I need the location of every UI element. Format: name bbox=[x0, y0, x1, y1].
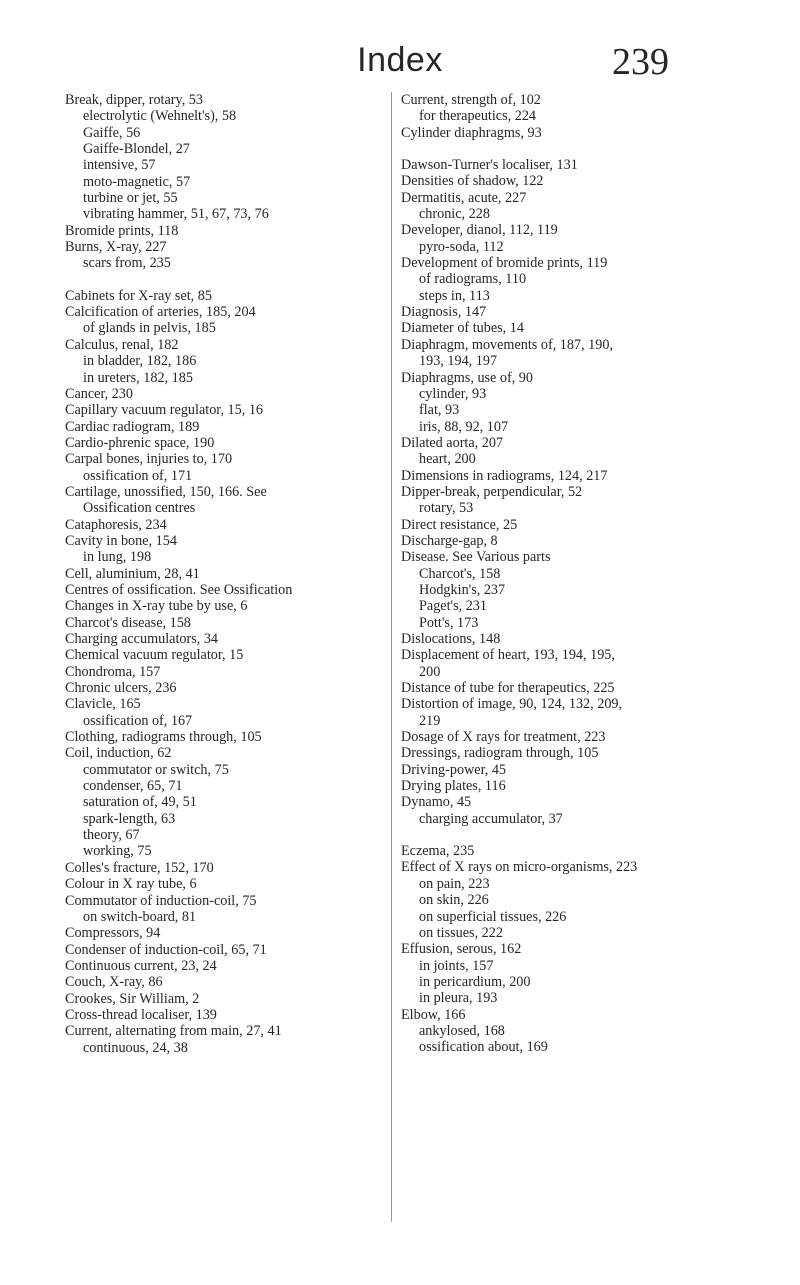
index-subentry: condenser, 65, 71 bbox=[83, 778, 183, 795]
index-entry: Current, alternating from main, 27, 41 bbox=[65, 1023, 282, 1040]
index-entry: Discharge-gap, 8 bbox=[401, 532, 498, 549]
index-entry: Chronic ulcers, 236 bbox=[65, 680, 177, 697]
index-entry: Cylinder diaphragms, 93 bbox=[401, 124, 542, 141]
index-subentry: 200 bbox=[419, 663, 441, 680]
index-entry: Dipper-break, perpendicular, 52 bbox=[401, 483, 583, 500]
index-entry: Dynamo, 45 bbox=[401, 794, 472, 811]
index-subentry: in lung, 198 bbox=[83, 549, 152, 566]
index-subentry: rotary, 53 bbox=[419, 500, 474, 517]
index-subentry: working, 75 bbox=[83, 843, 152, 860]
index-entry: Developer, dianol, 112, 119 bbox=[401, 222, 558, 239]
index-entry: Charcot's disease, 158 bbox=[65, 614, 191, 631]
index-entry: Charging accumulators, 34 bbox=[65, 631, 219, 647]
index-subentry: on superficial tissues, 226 bbox=[419, 908, 567, 925]
index-entry: Effect of X rays on micro-organisms, 223 bbox=[401, 859, 638, 876]
index-entry: Current, strength of, 102 bbox=[401, 92, 541, 108]
index-subentry: Hodgkin's, 237 bbox=[419, 581, 506, 598]
index-subentry: 193, 194, 197 bbox=[419, 353, 498, 370]
index-entry: Bromide prints, 118 bbox=[65, 222, 179, 239]
index-subentry: Pott's, 173 bbox=[419, 614, 479, 631]
index-subentry: Ossification centres bbox=[83, 500, 196, 517]
index-entry: Development of bromide prints, 119 bbox=[401, 255, 608, 272]
index-subentry: Gaiffe-Blondel, 27 bbox=[83, 141, 190, 158]
index-subentry: moto-magnetic, 57 bbox=[83, 173, 191, 190]
index-subentry: of glands in pelvis, 185 bbox=[83, 320, 216, 337]
index-subentry: heart, 200 bbox=[419, 451, 476, 468]
index-column-left bbox=[65, 92, 385, 1056]
index-subentry: in bladder, 182, 186 bbox=[83, 353, 197, 370]
index-subentry: iris, 88, 92, 107 bbox=[419, 418, 509, 435]
index-subentry: in joints, 157 bbox=[419, 957, 494, 974]
index-entry: Calculus, renal, 182 bbox=[65, 336, 179, 353]
index-subentry: saturation of, 49, 51 bbox=[83, 794, 197, 811]
index-entry: Burns, X-ray, 227 bbox=[65, 239, 167, 256]
index-subentry: Gaiffe, 56 bbox=[83, 124, 141, 141]
index-subentry: in pericardium, 200 bbox=[419, 973, 531, 990]
index-subentry: commutator or switch, 75 bbox=[83, 761, 229, 778]
index-entry: Crookes, Sir William, 2 bbox=[65, 990, 200, 1007]
index-subentry: in ureters, 182, 185 bbox=[83, 369, 193, 386]
index-subentry: of radiograms, 110 bbox=[419, 271, 527, 288]
index-entry: Dimensions in radiograms, 124, 217 bbox=[401, 467, 608, 484]
index-subentry: chronic, 228 bbox=[419, 206, 490, 223]
index-subentry: cylinder, 93 bbox=[419, 385, 487, 402]
index-subentry: on skin, 226 bbox=[419, 892, 489, 909]
index-subentry: on pain, 223 bbox=[419, 875, 490, 892]
index-entry: Coil, induction, 62 bbox=[65, 745, 172, 762]
index-entry: Cartilage, unossified, 150, 166. See bbox=[65, 483, 267, 500]
index-entry: Cavity in bone, 154 bbox=[65, 532, 177, 549]
index-entry: Break, dipper, rotary, 53 bbox=[65, 92, 203, 108]
index-entry: Cardio-phrenic space, 190 bbox=[65, 434, 215, 451]
index-subentry: turbine or jet, 55 bbox=[83, 190, 178, 207]
index-entry: Carpal bones, injuries to, 170 bbox=[65, 451, 233, 468]
index-subentry: steps in, 113 bbox=[419, 287, 490, 304]
index-subentry: Charcot's, 158 bbox=[419, 565, 501, 582]
index-entry: Colles's fracture, 152, 170 bbox=[65, 859, 214, 876]
index-entry: Dislocations, 148 bbox=[401, 631, 501, 647]
index-entry: Effusion, serous, 162 bbox=[401, 941, 522, 958]
index-entry: Driving-power, 45 bbox=[401, 761, 507, 778]
index-entry: Chemical vacuum regulator, 15 bbox=[65, 647, 244, 664]
index-entry: Diagnosis, 147 bbox=[401, 304, 487, 321]
column-divider bbox=[391, 92, 392, 1222]
index-subentry: spark-length, 63 bbox=[83, 810, 176, 827]
index-subentry: electrolytic (Wehnelt's), 58 bbox=[83, 108, 237, 125]
index-entry: Displacement of heart, 193, 194, 195, bbox=[401, 647, 615, 664]
index-subentry: ossification about, 169 bbox=[419, 1039, 548, 1056]
index-subentry: Paget's, 231 bbox=[419, 598, 487, 615]
page-title: Index bbox=[357, 41, 443, 79]
index-entry: Dilated aorta, 207 bbox=[401, 434, 504, 451]
index-entry: Elbow, 166 bbox=[401, 1006, 466, 1023]
index-entry: Clothing, radiograms through, 105 bbox=[65, 729, 262, 746]
index-entry: Commutator of induction-coil, 75 bbox=[65, 892, 257, 909]
index-entry: Diaphragm, movements of, 187, 190, bbox=[401, 336, 613, 353]
index-entry: Cardiac radiogram, 189 bbox=[65, 418, 200, 435]
index-entry: Cabinets for X-ray set, 85 bbox=[65, 287, 212, 304]
index-entry: Cataphoresis, 234 bbox=[65, 516, 167, 533]
index-entry: Cell, aluminium, 28, 41 bbox=[65, 565, 200, 582]
index-entry: Compressors, 94 bbox=[65, 925, 161, 942]
index-entry: Diameter of tubes, 14 bbox=[401, 320, 524, 337]
index-subentry: scars from, 235 bbox=[83, 255, 171, 272]
index-subentry: ankylosed, 168 bbox=[419, 1022, 505, 1039]
index-entry: Dosage of X rays for treatment, 223 bbox=[401, 729, 606, 746]
index-subentry: on switch-board, 81 bbox=[83, 908, 197, 925]
index-subentry: ossification of, 167 bbox=[83, 712, 193, 729]
index-entry: Clavicle, 165 bbox=[65, 696, 141, 713]
index-subentry: continuous, 24, 38 bbox=[83, 1039, 188, 1056]
index-entry: Direct resistance, 25 bbox=[401, 516, 518, 533]
index-entry: Cross-thread localiser, 139 bbox=[65, 1006, 217, 1023]
index-entry: Continuous current, 23, 24 bbox=[65, 957, 217, 974]
index-entry: Distance of tube for therapeutics, 225 bbox=[401, 680, 615, 697]
index-subentry: pyro-soda, 112 bbox=[419, 238, 504, 255]
index-entry: Dermatitis, acute, 227 bbox=[401, 189, 527, 206]
index-entry: Distortion of image, 90, 124, 132, 209, bbox=[401, 696, 623, 713]
index-subentry: on tissues, 222 bbox=[419, 924, 503, 941]
index-entry: Couch, X-ray, 86 bbox=[65, 974, 163, 991]
index-subentry: ossification of, 171 bbox=[83, 467, 193, 484]
index-subentry: in pleura, 193 bbox=[419, 990, 498, 1007]
index-entry: Densities of shadow, 122 bbox=[401, 173, 544, 190]
page-number: 239 bbox=[612, 41, 669, 83]
index-entry: Cancer, 230 bbox=[65, 385, 133, 402]
index-column-right bbox=[401, 92, 721, 1056]
index-subentry: charging accumulator, 37 bbox=[419, 810, 563, 827]
index-entry: Changes in X-ray tube by use, 6 bbox=[65, 598, 248, 615]
index-entry: Colour in X ray tube, 6 bbox=[65, 876, 197, 893]
index-subentry: flat, 93 bbox=[419, 402, 460, 419]
index-entry: Calcification of arteries, 185, 204 bbox=[65, 304, 256, 321]
index-entry: Capillary vacuum regulator, 15, 16 bbox=[65, 402, 264, 419]
index-entry: Dressings, radiogram through, 105 bbox=[401, 745, 599, 762]
index-entry: Dawson-Turner's localiser, 131 bbox=[401, 157, 578, 174]
index-entry: Condenser of induction-coil, 65, 71 bbox=[65, 941, 267, 958]
index-entry: Disease. See Various parts bbox=[401, 549, 551, 566]
index-subentry: 219 bbox=[419, 712, 441, 729]
index-entry: Drying plates, 116 bbox=[401, 778, 506, 795]
index-subentry: vibrating hammer, 51, 67, 73, 76 bbox=[83, 206, 269, 223]
index-entry: Diaphragms, use of, 90 bbox=[401, 369, 533, 386]
index-entry: Eczema, 235 bbox=[401, 843, 475, 860]
index-subentry: theory, 67 bbox=[83, 827, 140, 844]
index-subentry: intensive, 57 bbox=[83, 157, 156, 174]
index-entry: Chondroma, 157 bbox=[65, 663, 161, 680]
index-entry: Centres of ossification. See Ossification bbox=[65, 581, 293, 598]
index-subentry: for therapeutics, 224 bbox=[419, 108, 537, 125]
